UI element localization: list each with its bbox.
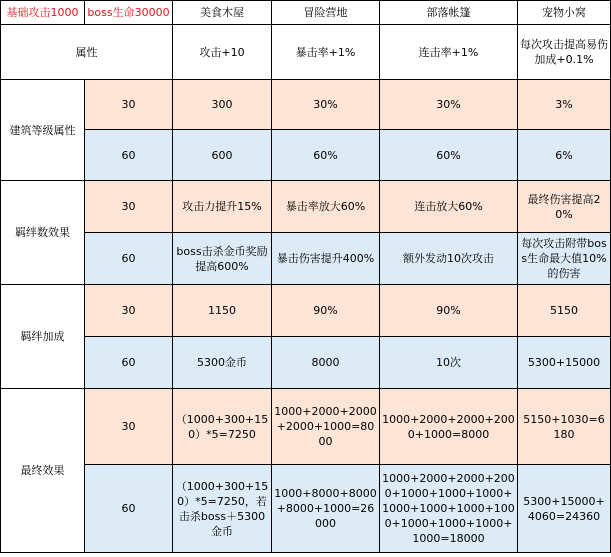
base-attack-cell: 基础攻击1000 bbox=[1, 1, 85, 25]
value-cell: 300 bbox=[173, 80, 272, 130]
value-cell: 30% bbox=[272, 80, 380, 130]
level-cell: 30 bbox=[85, 389, 173, 465]
building-header: 宠物小窝 bbox=[518, 1, 611, 25]
value-cell: 1150 bbox=[173, 285, 272, 337]
value-cell: （1000+300+150）*5=7250 bbox=[173, 389, 272, 465]
value-cell: 5300+15000 bbox=[518, 337, 611, 389]
value-cell: boss击杀金币奖励提高600% bbox=[173, 233, 272, 285]
section-label: 建筑等级属性 bbox=[1, 80, 85, 181]
value-cell: 暴击伤害提升400% bbox=[272, 233, 380, 285]
value-cell: 8000 bbox=[272, 337, 380, 389]
attribute-cell: 暴击率+1% bbox=[272, 25, 380, 80]
value-cell: 1000+2000+2000+2000+1000+1000+1000+1000+1000+1000+1000+1000+1000+1000+1000=18000 bbox=[380, 465, 518, 553]
section-label: 羁绊加成 bbox=[1, 285, 85, 389]
building-header: 部落帐篷 bbox=[380, 1, 518, 25]
level-cell: 30 bbox=[85, 80, 173, 130]
level-cell: 30 bbox=[85, 285, 173, 337]
level-cell: 60 bbox=[85, 130, 173, 181]
value-cell: 3% bbox=[518, 80, 611, 130]
value-cell: 暴击率放大60% bbox=[272, 181, 380, 233]
value-cell: 60% bbox=[380, 130, 518, 181]
section-label: 羁绊数效果 bbox=[1, 181, 85, 285]
attribute-cell: 每次攻击提高易伤加成+0.1% bbox=[518, 25, 611, 80]
value-cell: 攻击力提升15% bbox=[173, 181, 272, 233]
value-cell: 10次 bbox=[380, 337, 518, 389]
value-cell: 每次攻击附带boss生命最大值10%的伤害 bbox=[518, 233, 611, 285]
value-cell: 5300+15000+4060=24360 bbox=[518, 465, 611, 553]
level-cell: 30 bbox=[85, 181, 173, 233]
value-cell: 额外发动10次攻击 bbox=[380, 233, 518, 285]
value-cell: 1000+2000+2000+2000+1000=8000 bbox=[380, 389, 518, 465]
boss-hp-cell: boss生命30000 bbox=[85, 1, 173, 25]
attribute-label: 属性 bbox=[1, 25, 173, 80]
attribute-cell: 连击率+1% bbox=[380, 25, 518, 80]
value-cell: 连击放大60% bbox=[380, 181, 518, 233]
value-cell: 30% bbox=[380, 80, 518, 130]
value-cell: 1000+8000+8000+8000+1000=26000 bbox=[272, 465, 380, 553]
section-label: 最终效果 bbox=[1, 389, 85, 553]
value-cell: 600 bbox=[173, 130, 272, 181]
building-header: 冒险营地 bbox=[272, 1, 380, 25]
building-header: 美食木屋 bbox=[173, 1, 272, 25]
value-cell: 最终伤害提高20% bbox=[518, 181, 611, 233]
attribute-cell: 攻击+10 bbox=[173, 25, 272, 80]
value-cell: 5300金币 bbox=[173, 337, 272, 389]
value-cell: 60% bbox=[272, 130, 380, 181]
level-cell: 60 bbox=[85, 233, 173, 285]
level-cell: 60 bbox=[85, 337, 173, 389]
level-cell: 60 bbox=[85, 465, 173, 553]
value-cell: 5150+1030=6180 bbox=[518, 389, 611, 465]
value-cell: 90% bbox=[272, 285, 380, 337]
value-cell: （1000+300+150）*5=7250，若击杀boss＋5300金币 bbox=[173, 465, 272, 553]
value-cell: 5150 bbox=[518, 285, 611, 337]
value-cell: 90% bbox=[380, 285, 518, 337]
value-cell: 6% bbox=[518, 130, 611, 181]
value-cell: 1000+2000+2000+2000+1000=8000 bbox=[272, 389, 380, 465]
